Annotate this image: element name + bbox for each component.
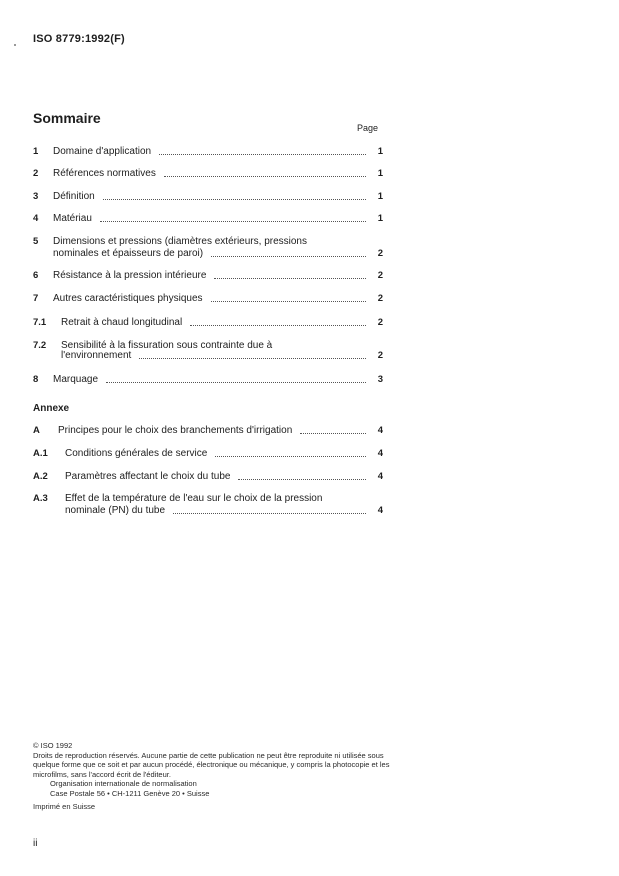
toc-entry[interactable] (33, 236, 383, 262)
rights-statement: Droits de reproduction réservés. Aucune partie de cette publication ne peut être reproduite ni utilisée sous quelque forme que ce soit et par aucun procédé, électronique ou mécanique, y compris la photocopie et les microfilms, sans l'accord écrit de l'éditeur. (33, 750, 390, 779)
toc-entry-page: 2 (377, 293, 383, 304)
toc-entry-label: Paramètres affectant le choix du tube (65, 471, 231, 482)
leader-dots (215, 456, 366, 457)
toc-entry-page: 3 (377, 374, 383, 385)
page-title: Sommaire (33, 110, 101, 126)
toc-entry-label: l'environnement (61, 350, 132, 361)
toc-entry-page: 2 (377, 248, 383, 259)
scan-margin-mark (14, 44, 16, 46)
leader-dots (139, 358, 366, 359)
toc-entry-label: Résistance à la pression intérieure (53, 270, 207, 281)
toc-entry-number: 2 (33, 168, 39, 179)
leader-dots (211, 301, 366, 302)
toc-entry-number: A.1 (33, 448, 48, 459)
toc-entry-number: 8 (33, 374, 39, 385)
toc-entry-label-line1: Effet de la température de l'eau sur le choix de la pression (65, 493, 323, 504)
toc-entry-page: 4 (377, 448, 383, 459)
leader-dots (238, 479, 366, 480)
printed-in: Imprimé en Suisse (33, 802, 96, 811)
toc-entry-page: 1 (377, 146, 383, 157)
toc-entry-label-line1: Sensibilité à la fissuration sous contrainte due à (61, 340, 273, 351)
leader-dots (164, 176, 366, 177)
toc-entry-page: 4 (377, 505, 383, 516)
toc-entry-page: 4 (377, 471, 383, 482)
toc-entry-number: A.2 (33, 471, 48, 482)
copyright-notice (33, 741, 403, 812)
page-number: ii (33, 838, 38, 849)
toc-entry-number: A.3 (33, 493, 48, 504)
toc-entry-label: Marquage (53, 374, 99, 385)
toc-entry-label: Définition (53, 191, 95, 202)
toc-entry-label: Références normatives (53, 168, 156, 179)
toc-entry-page: 4 (377, 425, 383, 436)
toc-entry-label: Autres caractéristiques physiques (53, 293, 203, 304)
leader-dots (300, 433, 366, 434)
leader-dots (103, 199, 366, 200)
toc-entry-page: 1 (377, 213, 383, 224)
toc-entry-number: 4 (33, 213, 39, 224)
annex-entry[interactable] (33, 493, 383, 519)
leader-dots (214, 278, 366, 279)
toc-entry-label-line1: Dimensions et pressions (diamètres extérieurs, pressions (53, 236, 307, 247)
leader-dots (211, 256, 366, 257)
toc-entry-page: 2 (377, 317, 383, 328)
toc-entry-label: Domaine d'application (53, 146, 152, 157)
toc-entry-page: 2 (377, 270, 383, 281)
organisation-name: Organisation internationale de normalisation (50, 779, 197, 788)
leader-dots (190, 325, 366, 326)
toc-entry-number: 7.2 (33, 340, 47, 351)
leader-dots (173, 513, 366, 514)
toc-entry-label: Principes pour le choix des branchements d'irrigation (58, 425, 293, 436)
toc-entry-page: 2 (377, 350, 383, 361)
toc-entry-number: 1 (33, 146, 39, 157)
toc-entry-number: 7 (33, 293, 39, 304)
leader-dots (106, 382, 366, 383)
copyright-line: © ISO 1992 (33, 741, 73, 750)
toc-entry-number: 7.1 (33, 317, 47, 328)
leader-dots (159, 154, 366, 155)
toc-entry-label: nominale (PN) du tube (65, 505, 166, 516)
leader-dots (100, 221, 366, 222)
toc-entry-label: Retrait à chaud longitudinal (61, 317, 183, 328)
page-column-label: Page (357, 123, 379, 133)
toc-entry-label: Conditions générales de service (65, 448, 208, 459)
annex-heading: Annexe (33, 403, 70, 414)
toc-entry-number: 6 (33, 270, 39, 281)
toc-entry-number: 5 (33, 236, 39, 247)
toc-entry-number: A (33, 425, 40, 436)
postal-address: Case Postale 56 • CH-1211 Genève 20 • Suisse (50, 788, 210, 798)
toc-entry-number: 3 (33, 191, 39, 202)
toc-entry-label: nominales et épaisseurs de paroi) (53, 248, 204, 259)
toc-entry-page: 1 (377, 191, 383, 202)
toc-entry[interactable] (33, 340, 383, 366)
standard-identifier: ISO 8779:1992(F) (33, 33, 125, 45)
toc-entry-label: Matériau (53, 213, 92, 224)
toc-entry-page: 1 (377, 168, 383, 179)
